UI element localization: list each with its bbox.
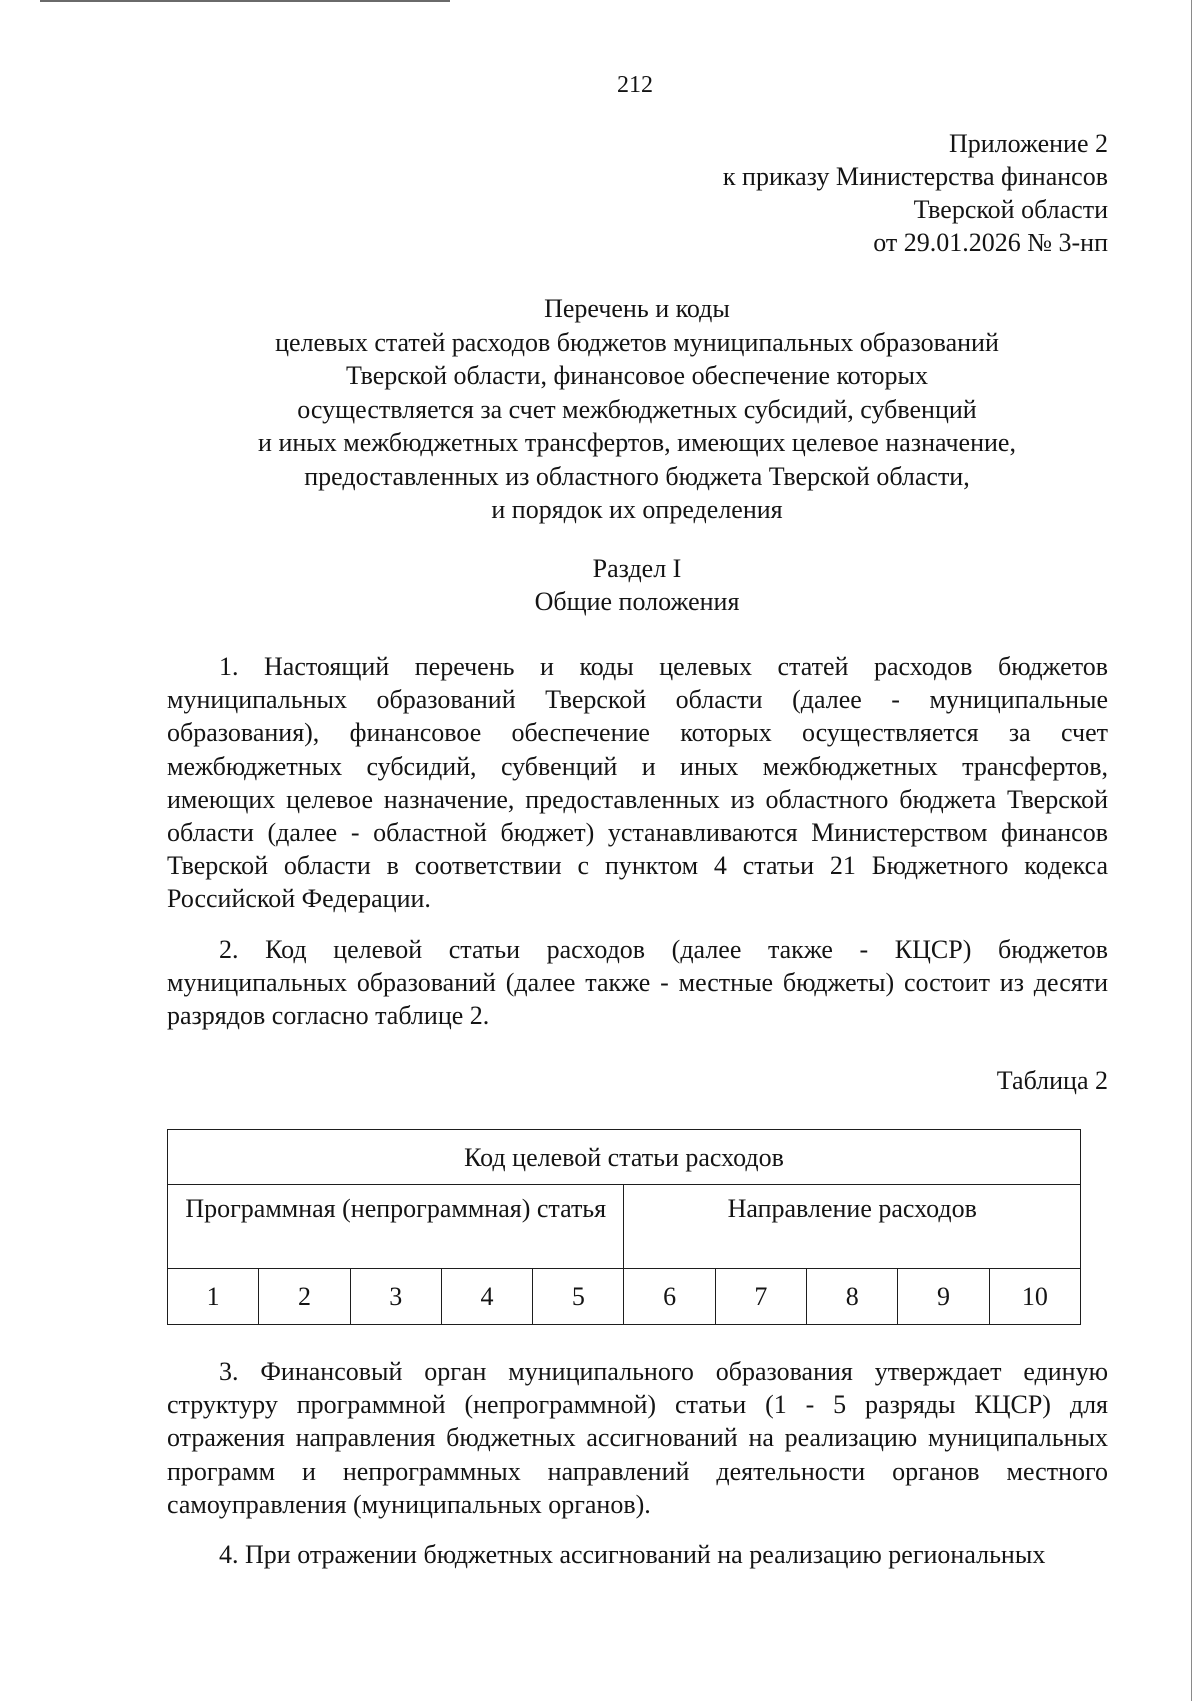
expense-direction-cell: Направление расходов — [624, 1185, 1081, 1269]
title-line: целевых статей расходов бюджетов муниципальных образований — [275, 327, 999, 357]
digit-cell: 6 — [624, 1269, 715, 1325]
section-name: Общие положения — [534, 587, 740, 616]
kcsr-structure-table — [167, 1129, 1081, 1325]
title-line: Тверской области, финансовое обеспечение которых — [346, 361, 928, 390]
digit-cell: 1 — [168, 1269, 259, 1325]
digit-cell: 10 — [989, 1269, 1080, 1325]
digit-cell: 8 — [807, 1269, 898, 1325]
title-line: и иных межбюджетных трансфертов, имеющих целевое назначение, — [258, 428, 1016, 457]
appendix-block — [723, 127, 1108, 259]
digit-cell: 3 — [350, 1269, 441, 1325]
appendix-line: Тверской области — [913, 195, 1108, 224]
appendix-line: Приложение 2 — [948, 129, 1108, 158]
table-header-cell: Код целевой статьи расходов — [168, 1130, 1081, 1185]
scan-edge-right — [1191, 0, 1192, 1701]
section-number: Раздел I — [592, 554, 682, 583]
paragraph-2: 2. Код целевой статьи расходов (далее также - КЦСР) бюджетов муниципальных образований (далее также - местные бюджеты) состоит из десяти разрядов согласно таблице 2. — [167, 935, 1108, 1031]
digit-cell: 9 — [898, 1269, 989, 1325]
digit-cell: 5 — [533, 1269, 624, 1325]
digit-cell: 2 — [259, 1269, 350, 1325]
digit-cell: 4 — [441, 1269, 532, 1325]
appendix-date-number: от 29.01.2026 № 3-нп — [873, 228, 1108, 257]
digit-cell: 7 — [715, 1269, 806, 1325]
table-caption: Таблица 2 — [996, 1066, 1108, 1095]
scan-edge-top — [40, 0, 450, 2]
title-line: осуществляется за счет межбюджетных субсидий, субвенций — [297, 394, 977, 424]
title-line: предоставленных из областного бюджета Тверской области, — [304, 461, 970, 491]
section-heading — [167, 552, 1107, 618]
title-line: и порядок их определения — [491, 495, 783, 524]
paragraph-3: 3. Финансовый орган муниципального образования утверждает единую структуру программной (непрограммной) статьи (1 - 5 разряды КЦСР) для отражения направления бюджетных ассигнований на реализацию муниципальных программ и непрограммных направлений деятельности органов местного самоуправления (муниципальных органов). — [167, 1357, 1108, 1519]
page-number: 212 — [617, 72, 653, 98]
program-article-cell: Программная (непрограммная) статья — [168, 1185, 624, 1269]
paragraph-4: 4. При отражении бюджетных ассигнований на реализацию региональных — [219, 1540, 1046, 1569]
paragraph-1: 1. Настоящий перечень и коды целевых статей расходов бюджетов муниципальных образований Тверской области (далее - муниципальные образования), финансовое обеспечение которых осуществляется за счет межбюджетных субсидий, субвенций и иных межбюджетных трансфертов, имеющих целевое назначение, предоставленных из областного бюджета Тверской области (далее - областной бюджет) устанавливаются Министерством финансов Тверской области в соответствии с пунктом 4 статьи 21 Бюджетного кодекса Российской Федерации. — [167, 652, 1108, 914]
title-line: Перечень и коды — [544, 294, 730, 323]
appendix-line: к приказу Министерства финансов — [722, 162, 1108, 191]
document-title — [167, 292, 1107, 527]
